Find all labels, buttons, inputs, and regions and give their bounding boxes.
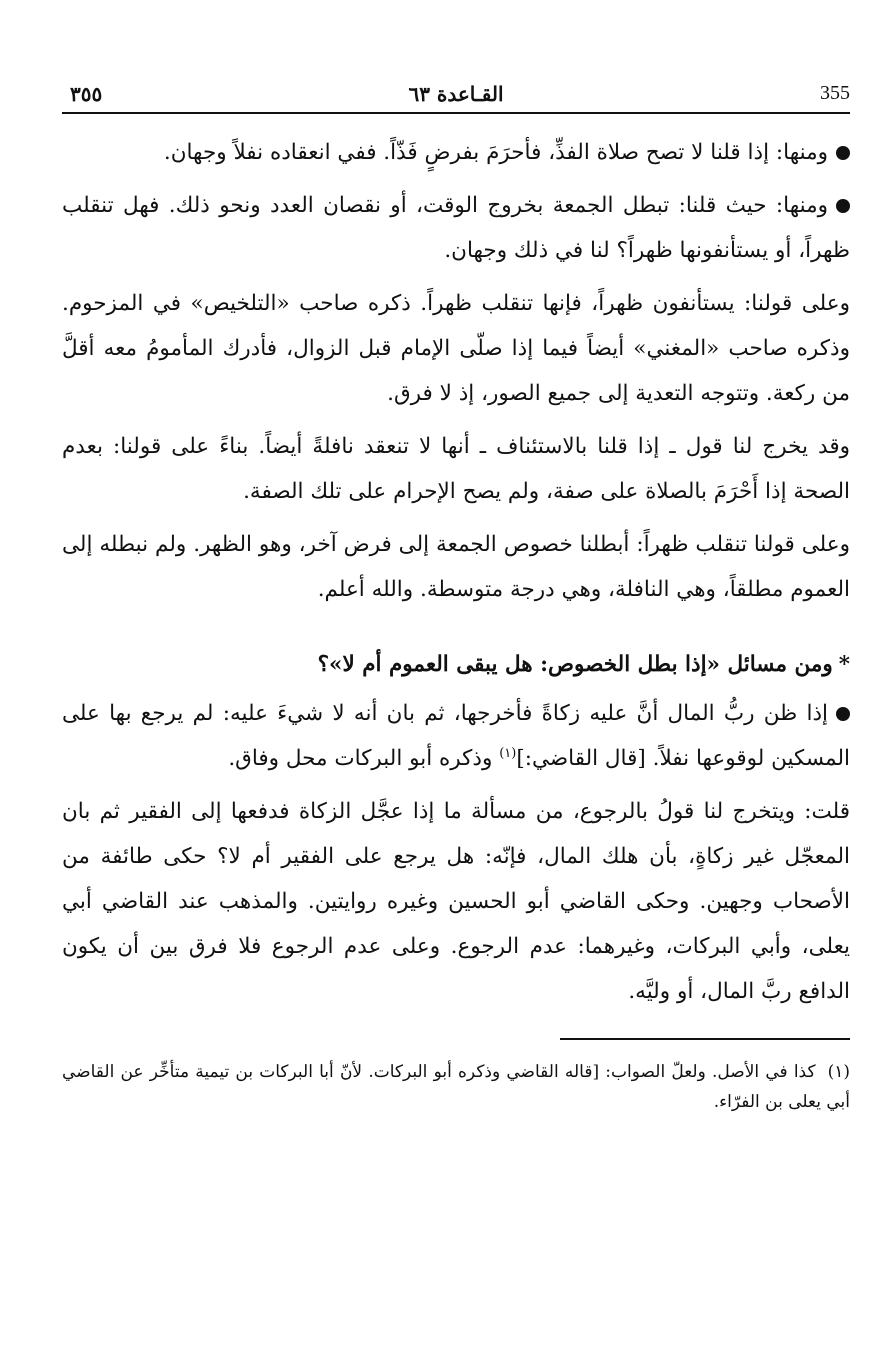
book-page <box>62 78 850 1134</box>
main-text <box>62 130 850 1014</box>
section-paragraph-1-before: إذا ظن ربُّ المال أنَّ عليه زكاةً فأخرجها، ثم بان أنه لا شيءَ عليه: لم يرجع بها على المسكين لوقوعها نفلاً. [قال القاضي:] <box>62 701 850 771</box>
page-number-arabic: ٣٥٥ <box>70 82 103 106</box>
section-paragraph-2-text: قلت: ويتخرج لنا قولُ بالرجوع، من مسألة ما إذا عجَّل الزكاة فدفعها إلى الفقير ثم بان المعجّل غير زكاةٍ، بأن هلك المال، فإنّه: هل يرجع على الفقير أم لا؟ حكى طائفة من الأصحاب وجهين. وحكى القاضي أبو الحسين وغيره روايتين. والمذهب عند القاضي أبي يعلى، وأبي البركات، وغيرهما: عدم الرجوع. وعلى عدم الرجوع فلا فرق بين أن يكون الدافع ربَّ المال، أو وليَّه. <box>62 799 850 1004</box>
section-paragraph-1-after: وذكره أبو البركات محل وفاق. <box>228 746 493 771</box>
page-number-latin: 355 <box>820 82 850 104</box>
bullet-icon <box>836 707 850 721</box>
footnote-reference[interactable]: (١) <box>499 745 517 761</box>
running-header <box>62 78 850 114</box>
paragraph-1-text: ومنها: إذا قلنا لا تصح صلاة الفذِّ، فأحرَمَ بفرضٍ فَذّاً. ففي انعقاده نفلاً وجهان. <box>163 140 828 165</box>
section-paragraph-2 <box>62 789 850 1014</box>
paragraph-2 <box>62 183 850 273</box>
paragraph-2-text: ومنها: حيث قلنا: تبطل الجمعة بخروج الوقت، أو نقصان العدد ونحو ذلك. فهل تنقلب ظهراً، أو يستأنفونها ظهراً؟ لنا في ذلك وجهان. <box>62 193 850 263</box>
asterisk-icon: * <box>838 652 850 677</box>
footnote-number: (١) <box>827 1062 850 1082</box>
footnote-divider <box>560 1038 850 1040</box>
bullet-icon <box>836 146 850 160</box>
paragraph-3-text: وعلى قولنا: يستأنفون ظهراً، فإنها تنقلب ظهراً. ذكره صاحب «التلخيص» في المزحوم. وذكره صاحب «المغني» أيضاً فيما إذا صلّى الإمام قبل الزوال، فأدرك المأمومُ معه أقلَّ من ركعة. وتتوجه التعدية إلى جميع الصور، إذ لا فرق. <box>62 291 850 406</box>
paragraph-3 <box>62 281 850 416</box>
paragraph-1 <box>62 130 850 175</box>
paragraph-5-text: وعلى قولنا تنقلب ظهراً: أبطلنا خصوص الجمعة إلى فرض آخر، وهو الظهر. ولم نبطله إلى العموم مطلقاً، وهي النافلة، وهي درجة متوسطة. والله أعلم. <box>62 532 850 602</box>
paragraph-5 <box>62 522 850 612</box>
section-heading-text: ومن مسائل «إذا بطل الخصوص: هل يبقى العموم أم لا»؟ <box>317 652 833 677</box>
section-heading <box>62 642 850 687</box>
paragraph-4 <box>62 424 850 514</box>
chapter-title: القـاعدة ٦٣ <box>408 82 504 106</box>
footnote <box>62 1057 850 1117</box>
footnote-text: كذا في الأصل. ولعلّ الصواب: [قاله القاضي وذكره أبو البركات. لأنّ أبا البركات بن تيمية متأخِّر عن القاضي أبي يعلى بن الفرّاء. <box>62 1062 850 1112</box>
bullet-icon <box>836 199 850 213</box>
section-paragraph-1 <box>62 691 850 781</box>
paragraph-4-text: وقد يخرج لنا قول ـ إذا قلنا بالاستئناف ـ أنها لا تنعقد نافلةً أيضاً. بناءً على قولنا: بعدم الصحة إذا أَحْرَمَ بالصلاة على صفة، ولم يصح الإحرام على تلك الصفة. <box>62 434 850 504</box>
